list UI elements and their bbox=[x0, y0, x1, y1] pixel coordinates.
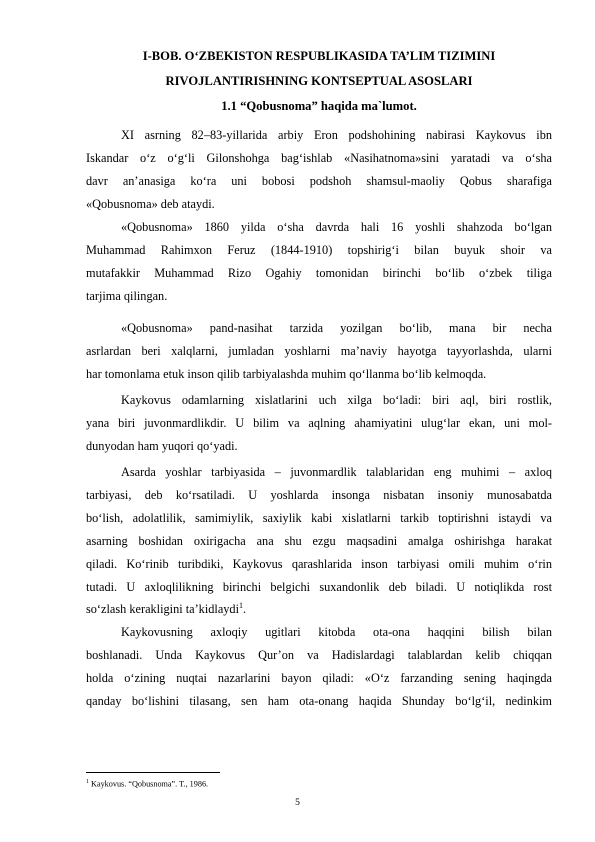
paragraph-line: Kaykovusning axloqiy ugitlari kitobda ota-ona haqqini bilish bilan bbox=[121, 625, 552, 639]
paragraph-line: holda o‘zining nuqtai nazarlarini bayon qiladi: «O‘z farzanding sening haqingda bbox=[86, 670, 552, 685]
paragraph-line: qanday bo‘lishini tilasang, sen ham ota-onang haqida Shunday bo‘lg‘il, nedinkim bbox=[86, 693, 552, 708]
paragraph-line: Muhammad Rahimxon Feruz (1844-1910) topshirig‘i bilan buyuk shoir va bbox=[86, 242, 552, 257]
paragraph bbox=[86, 317, 552, 386]
section-title: 1.1 “Qobusnoma” haqida ma`lumot. bbox=[221, 99, 417, 113]
paragraph-line: asrlardan beri xalqlarni, jumladan yoshlarni ma’naviy hayotga tayyorlashda, ularni bbox=[86, 343, 552, 358]
paragraph-line: asarning boshidan oxirigacha ana shu ezgu maqsadini amalga oshirishga harakat bbox=[86, 533, 552, 548]
paragraph-line: boshlanadi. Unda Kaykovus Qur’on va Hadislardagi talablardan kelib chiqqan bbox=[86, 647, 552, 662]
paragraph-last-line-text: so‘zlash kerakligini ta’kidlaydi bbox=[86, 602, 239, 617]
paragraph-last-line-text: har tomonlama etuk inson qilib tarbiyalashda muhim qo‘llanma bo‘lib kelmoqda. bbox=[86, 366, 487, 381]
footnote-mark: 1 bbox=[86, 779, 89, 785]
paragraph-line: davr an’anasiga ko‘ra uni bobosi podshoh shamsul-maoliy Qobus sharafiga bbox=[86, 173, 552, 188]
paragraph-line: XI asrning 82–83-yillarida arbiy Eron podshohining nabirasi Kaykovus ibn bbox=[121, 128, 552, 142]
paragraph-last-line-text: dunyodan ham yuqori qo‘yadi. bbox=[86, 438, 238, 453]
paragraph-last-line-text: «Qobusnoma» deb ataydi. bbox=[86, 196, 215, 211]
footnote-reference: 1 bbox=[239, 601, 243, 611]
paragraph-line: qiladi. Ko‘rinib turibdiki, Kaykovus qarashlarida inson tarbiyasi omili muhim o‘rin bbox=[86, 556, 552, 571]
page-number: 5 bbox=[295, 798, 300, 808]
paragraph-line: «Qobusnoma» 1860 yilda o‘sha davrda hali 16 yoshli shahzoda bo‘lgan bbox=[121, 220, 552, 234]
paragraph-line: bo‘lish, adolatlilik, samimiylik, saxiylik kabi xislatlarni tarkib toptirishni istaydi va bbox=[86, 510, 552, 525]
paragraph-last-line bbox=[86, 598, 552, 621]
paragraph-line: Iskandar o‘z o‘g‘li Gilonshohga bag‘ishlab «Nasihatnoma»sini yaratadi va o‘sha bbox=[86, 150, 552, 165]
footnote-divider bbox=[86, 772, 220, 773]
paragraph-line: tutadi. U axloqlilikning birinchi belgichi suxandonlik deb biladi. U notiqlikda rost bbox=[86, 579, 552, 594]
paragraph-last-line-text: tarjima qilingan. bbox=[86, 288, 168, 303]
footnote-text: Kaykovus. “Qobusnoma”. T., 1986. bbox=[89, 779, 209, 789]
paragraph-line: Asarda yoshlar tarbiyasida – juvonmardlik talablaridan eng muhimi – axloq bbox=[121, 465, 552, 479]
paragraph bbox=[86, 389, 552, 458]
paragraph-last-line bbox=[86, 193, 552, 216]
paragraph-last-line bbox=[86, 285, 552, 308]
paragraph bbox=[86, 621, 552, 713]
paragraph bbox=[86, 216, 552, 308]
paragraph-last-line bbox=[86, 435, 552, 458]
paragraph-last-line bbox=[86, 363, 552, 386]
chapter-title-line-1: I-BOB. O‘ZBEKISTON RESPUBLIKASIDA TA’LIM TIZIMINI bbox=[142, 49, 496, 63]
paragraph-line: mutafakkir Muhammad Rizo Ogahiy tomonidan birinchi bo‘lib o‘zbek tiliga bbox=[86, 265, 552, 280]
paragraph-line: «Qobusnoma» pand-nasihat tarzida yozilgan bo‘lib, mana bir necha bbox=[121, 321, 552, 335]
footnote bbox=[86, 777, 208, 790]
paragraph bbox=[86, 461, 552, 621]
paragraph-line: tarbiyasi, deb ko‘rsatiladi. U yoshlarda insonga nisbatan insoniy munosabatda bbox=[86, 487, 552, 502]
paragraph bbox=[86, 124, 552, 216]
paragraph-line: yana biri juvonmardlikdir. U bilim va aqlning ahamiyatini ulug‘lar ekan, uni mol- bbox=[86, 415, 552, 430]
paragraph-line: Kaykovus odamlarning xislatlarini uch xilga bo‘ladi: biri aql, biri rostlik, bbox=[121, 393, 552, 407]
chapter-title-line-2: RIVOJLANTIRISHNING KONTSEPTUAL ASOSLARI bbox=[165, 74, 473, 88]
paragraph-last-line-tail: . bbox=[243, 602, 247, 617]
